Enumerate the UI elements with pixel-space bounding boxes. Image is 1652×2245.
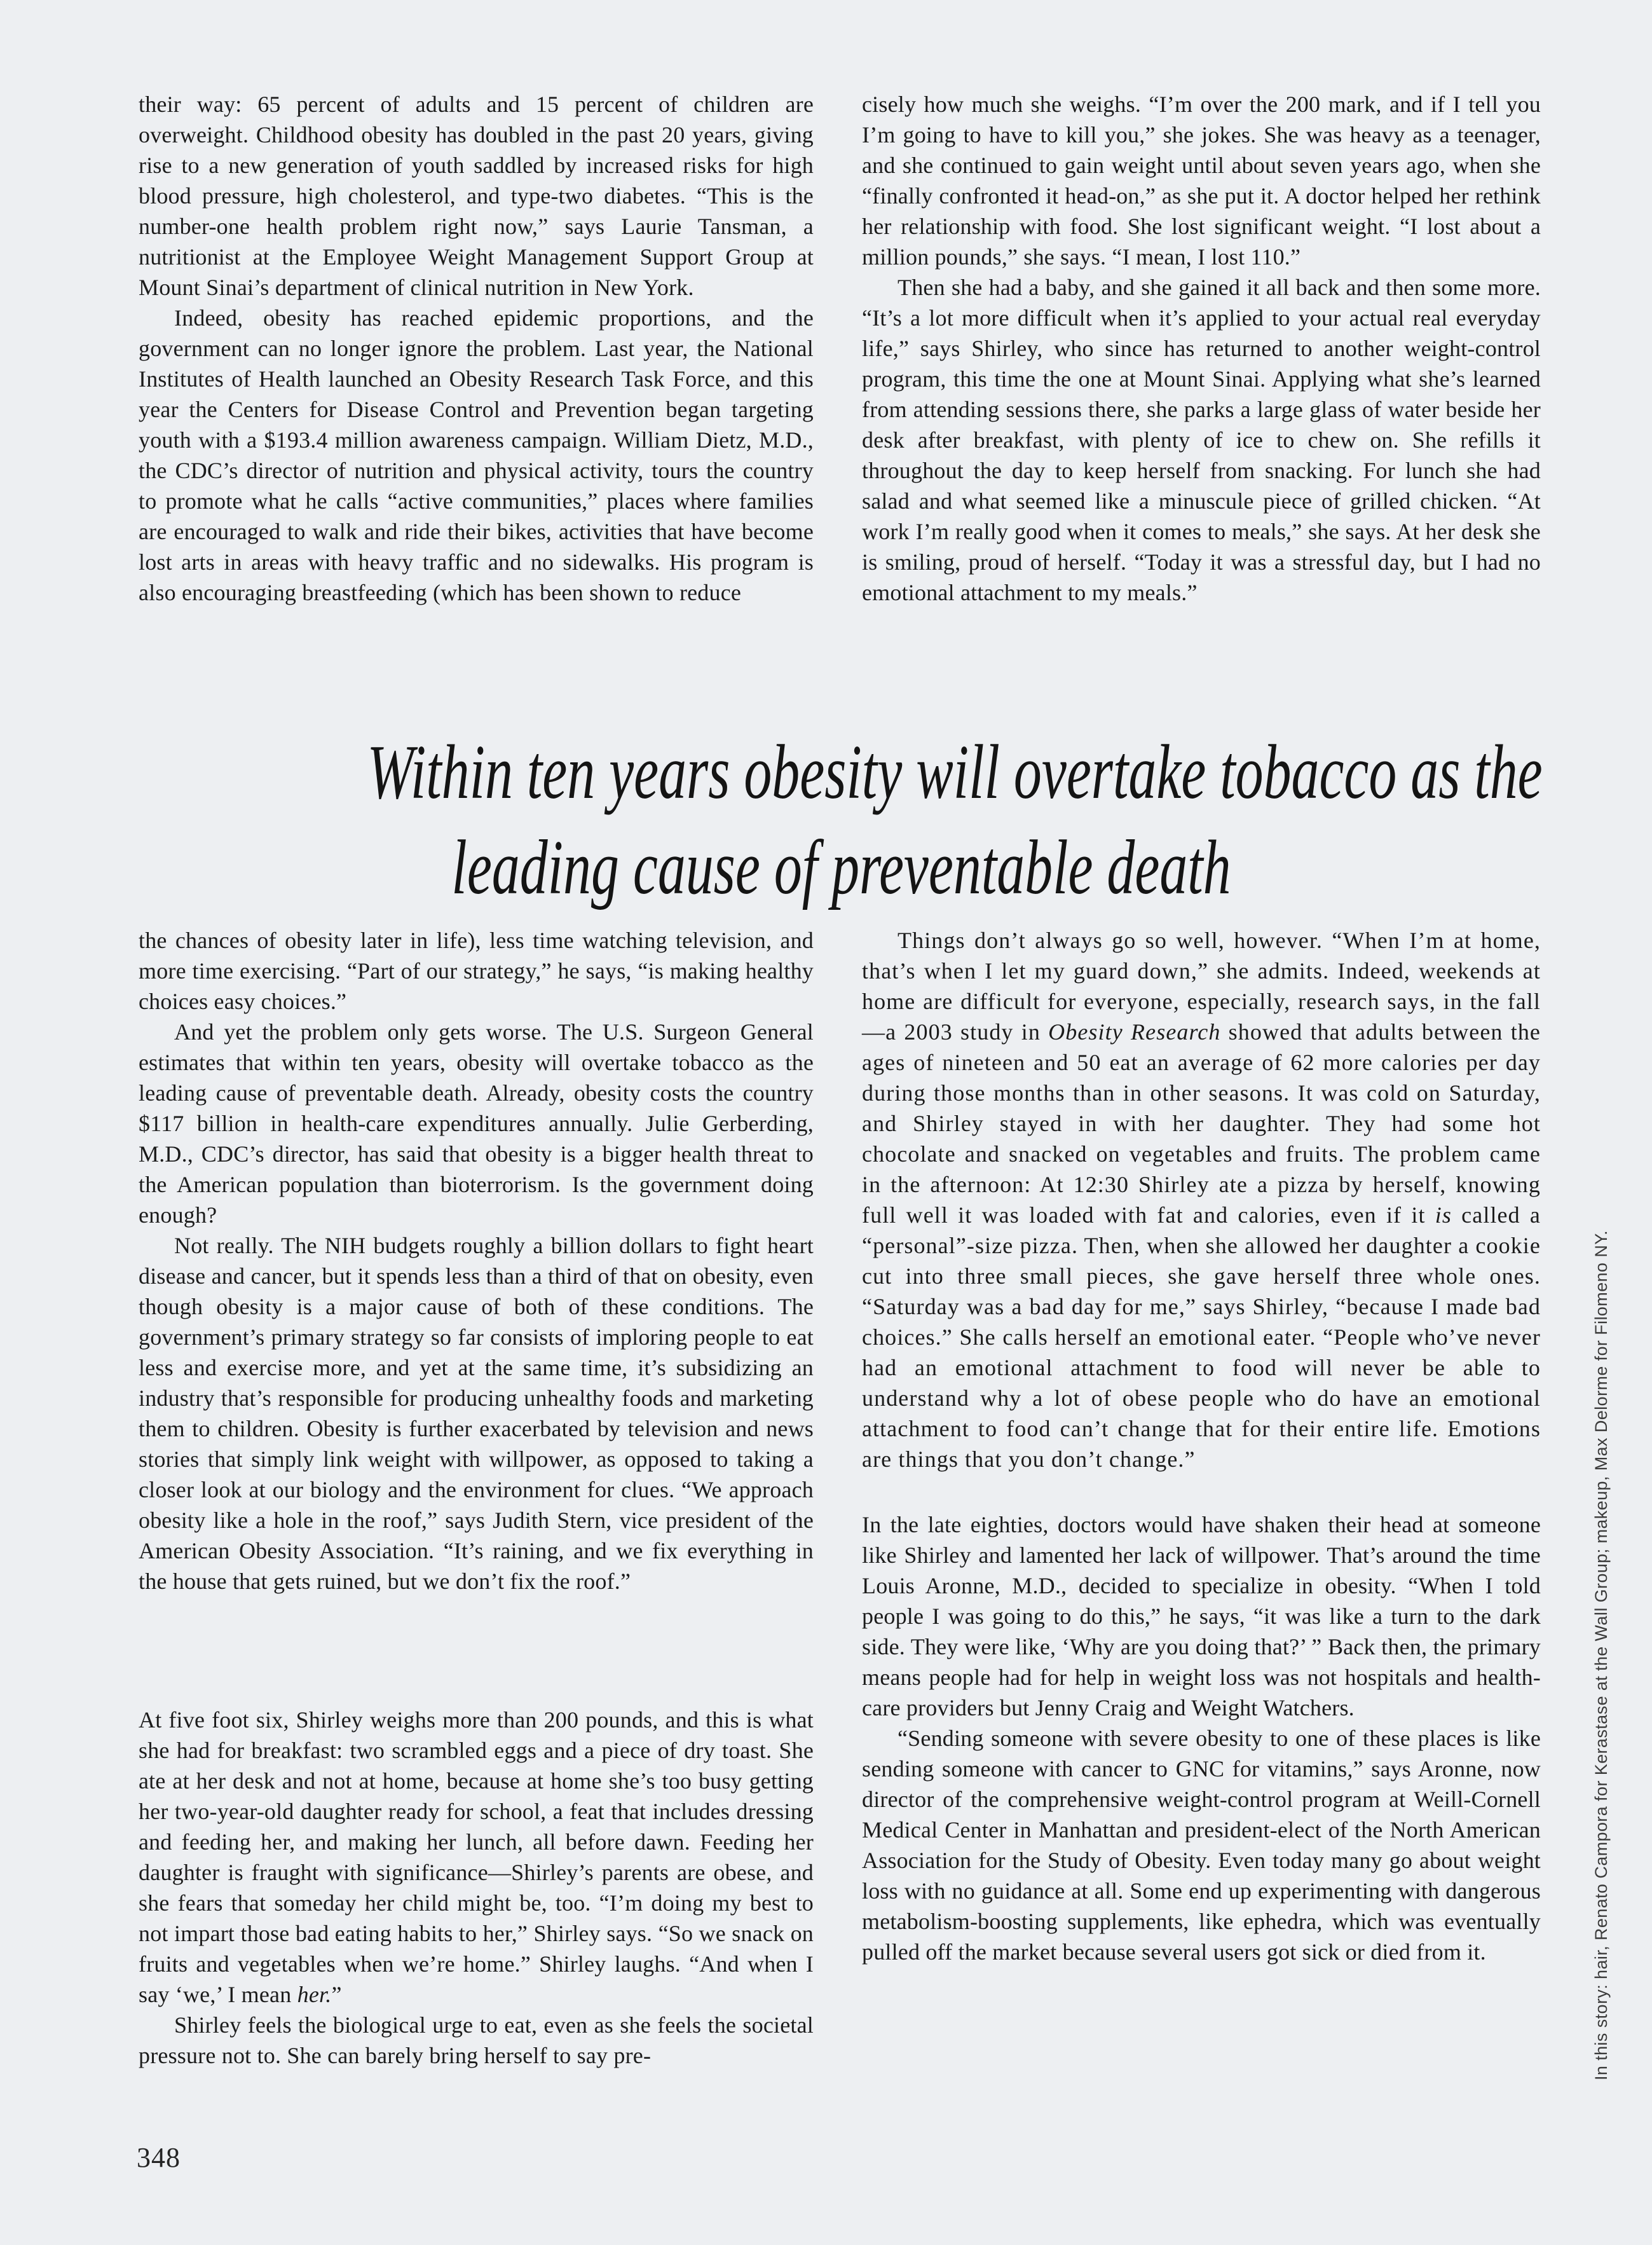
photo-credit: In this story: hair, Renato Campora for Kerastase at the Wall Group; makeup, Max Delorme for Filomeno NY. <box>1592 1230 1611 2080</box>
paragraph: cisely how much she weighs. “I’m over the 200 mark, and if I tell you I’m going to have to kill you,” she jokes. She was heavy as a teenager, and she continued to gain weight until about seven years ago, when she “finally confronted it head-on,” as she put it. A doctor helped her rethink her relationship with food. She lost significant weight. “I lost about a million pounds,” she says. “I mean, I lost 110.” <box>862 92 1541 270</box>
paragraph: Indeed, obesity has reached epidemic proportions, and the government can no longer ignore the problem. Last year, the National Institutes of Health launched an Obesity Research Task Force, and this year the Centers for Disease Control and Prevention began targeting youth with a $193.4 million awareness campaign. William Dietz, M.D., the CDC’s director of nutrition and physical activity, tours the country to promote what he calls “active communities,” places where families are encouraged to walk and ride their bikes, activities that have become lost arts in areas with heavy traffic and no sidewalks. His program is also encouraging breastfeeding (which has been shown to reduce <box>139 305 814 605</box>
paragraph: Shirley feels the biological urge to eat, even as she feels the societal pressure not to. She can barely bring herself to say pre- <box>139 2012 814 2068</box>
page-number: 348 <box>137 2142 181 2173</box>
paragraph: the chances of obesity later in life), less time watching television, and more time exercising. “Part of our strategy,” he says, “is making healthy choices easy choices.” <box>139 928 814 1014</box>
pull-quote-line-1: Within ten years obesity will overtake tobacco as the <box>367 729 1543 815</box>
paragraph: Things don’t always go so well, however. “When I’m at home, that’s when I let my guard down,” she admits. Indeed, weekends at home are difficult for everyone, especially, research says, in the fall—a 2003 study in Obesity Research showed that adults between the ages of nineteen and 50 eat an average of 62 more calories per day during those months than in other seasons. It was cold on Saturday, and Shirley stayed in with her daughter. They had some hot chocolate and snacked on vegetables and fruits. The problem came in the afternoon: At 12:30 Shirley ate a pizza by herself, knowing full well it was loaded with fat and calories, even if it is called a “personal”-size pizza. Then, when she allowed her daughter a cookie cut into three small pieces, she gave herself three whole ones. “Saturday was a bad day for me,” says Shirley, “because I made bad choices.” She calls herself an emotional eater. “People who’ve never had an emotional attachment to food will never be able to understand why a lot of obese people who do have an emotional attachment to food can’t change that for their entire life. Emotions are things that you don’t change.” <box>862 928 1541 1472</box>
right-column-top <box>862 89 1541 608</box>
paragraph: Not really. The NIH budgets roughly a billion dollars to fight heart disease and cancer, but it spends less than a third of that on obesity, even though obesity is a major cause of both of these conditions. The government’s primary strategy so far consists of imploring people to eat less and exercise more, and yet at the same time, it’s subsidizing an industry that’s responsible for producing unhealthy foods and marketing them to children. Obesity is further exacerbated by television and news stories that simply link weight with willpower, as opposed to taking a closer look at our biology and the environment for clues. “We approach obesity like a hole in the roof,” says Judith Stern, vice president of the American Obesity Association. “It’s raining, and we fix everything in the house that gets ruined, but we don’t fix the roof.” <box>139 1233 814 1594</box>
paragraph: Then she had a baby, and she gained it all back and then some more. “It’s a lot more difficult when it’s applied to your actual real everyday life,” says Shirley, who since has returned to another weight-control program, this time the one at Mount Sinai. Applying what she’s learned from attending sessions there, she parks a large glass of water beside her desk after breakfast, with plenty of ice to chew on. She refills it throughout the day to keep herself from snacking. For lunch she had salad and what seemed like a minuscule piece of grilled chicken. “At work I’m really good when it comes to meals,” she says. At her desk she is smiling, proud of herself. “Today it was a stressful day, but I had no emotional attachment to my meals.” <box>862 275 1541 605</box>
paragraph: At five foot six, Shirley weighs more than 200 pounds, and this is what she had for breakfast: two scrambled eggs and a piece of dry toast. She ate at her desk and not at home, because at home she’s too busy getting her two-year-old daughter ready for school, a feat that includes dressing and feeding her, and making her lunch, all before dawn. Feeding her daughter is fraught with significance—Shirley’s parents are obese, and she fears that someday her child might be, too. “I’m doing my best to not impart those bad eating habits to her,” Shirley says. “So we snack on fruits and vegetables when we’re home.” Shirley laughs. “And when I say ‘we,’ I mean her.” <box>139 1707 814 2007</box>
paragraph: their way: 65 percent of adults and 15 percent of children are overweight. Childhood obesity has doubled in the past 20 years, giving rise to a new generation of youth saddled by increased risks for high blood pressure, high cholesterol, and type-two diabetes. “This is the number-one health problem right now,” says Laurie Tansman, a nutritionist at the Employee Weight Management Support Group at Mount Sinai’s department of clinical nutrition in New York. <box>139 92 814 300</box>
pull-quote <box>139 725 1543 916</box>
right-column-bottom <box>862 925 1541 1967</box>
paragraph: In the late eighties, doctors would have shaken their head at someone like Shirley and lamented her lack of willpower. That’s around the time Louis Aronne, M.D., decided to specialize in obesity. “When I told people I was going to do this,” he says, “it was like a turn to the dark side. They were like, ‘Why are you doing that?’ ” Back then, the primary means people had for help in weight loss was not hospitals and health-care providers but Jenny Craig and Weight Watchers. <box>862 1512 1541 1720</box>
paragraph: And yet the problem only gets worse. The U.S. Surgeon General estimates that within ten years, obesity will overtake tobacco as the leading cause of preventable death. Already, obesity costs the country $117 billion in health-care expenditures annually. Julie Gerberding, M.D., CDC’s director, has said that obesity is a bigger health threat to the American population than bioterrorism. Is the government doing enough? <box>139 1019 814 1228</box>
left-column-bottom <box>139 925 814 2071</box>
paragraph: “Sending someone with severe obesity to one of these places is like sending someone with cancer to GNC for vitamins,” says Aronne, now director of the comprehensive weight-control program at Weill-Cornell Medical Center in Manhattan and president-elect of the North American Association for the Study of Obesity. Even today many go about weight loss with no guidance at all. Some end up experimenting with dangerous metabolism-boosting supplements, like ephedra, which was eventually pulled off the market because several users got sick or died from it. <box>862 1726 1541 1965</box>
pull-quote-line-2: leading cause of preventable death <box>451 825 1231 910</box>
left-column-top <box>139 89 814 608</box>
